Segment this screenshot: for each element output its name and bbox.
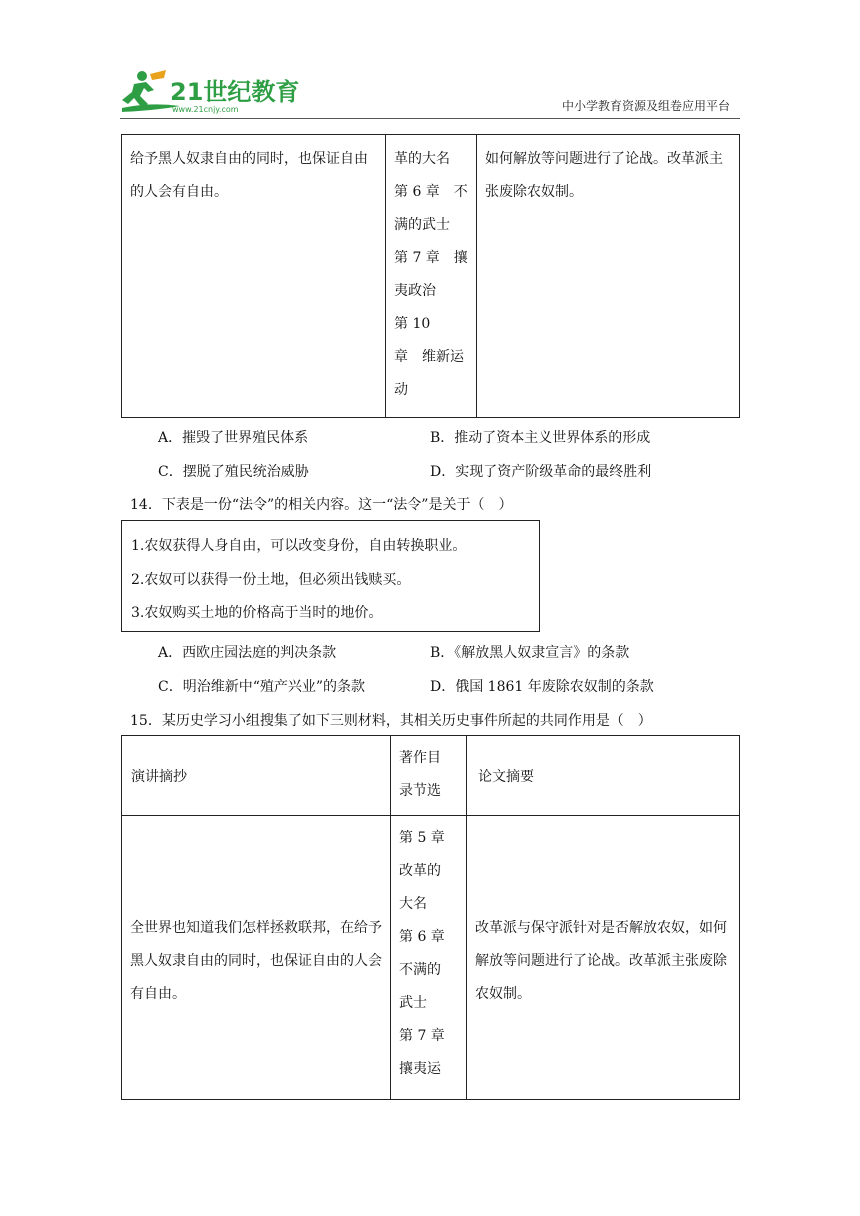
contents-line: 满的武士 — [394, 217, 450, 233]
contents-line: 章 维新运 — [394, 349, 464, 365]
contents-line: 第 7 章 攘 — [394, 250, 468, 266]
q13-contents-list — [386, 135, 476, 407]
q15-speech-text: 全世界也知道我们怎样拯救联邦，在给予黑人奴隶自由的同时，也保证自由的人会有自由。 — [130, 920, 382, 1002]
contents-line: 攘夷运 — [399, 1061, 441, 1077]
contents-line: 动 — [394, 382, 408, 398]
q14-option-b[interactable]: B．《解放黑人奴隶宣言》的条款 — [430, 645, 630, 661]
site-logo — [120, 68, 300, 118]
q15-header-abstract-text: 论文摘要 — [478, 768, 534, 785]
contents-line: 第 5 章 — [399, 830, 445, 846]
q13-speech-text: 给予黑人奴隶自由的同时，也保证自由的人会有自由。 — [130, 151, 368, 200]
q14-option-a[interactable]: A．西欧庄园法庭的判决条款 — [158, 645, 337, 661]
q13-option-a[interactable]: A．摧毁了世界殖民体系 — [158, 430, 309, 446]
contents-line: 不满的 — [399, 962, 441, 978]
q15-contents-list — [391, 816, 466, 1086]
contents-line: 革的大名 — [394, 151, 450, 167]
contents-line: 夷政治 — [394, 283, 436, 299]
platform-name: 中小学教育资源及组卷应用平台 — [561, 99, 730, 113]
q15-stem: 15．某历史学习小组搜集了如下三则材料，其相关历史事件所起的共同作用是（ ） — [130, 713, 652, 729]
q14-item: 3.农奴购买土地的价格高于当时的地价。 — [131, 605, 383, 621]
q13-option-c[interactable]: C．摆脱了殖民统治威胁 — [158, 464, 309, 480]
q14-decree-box — [121, 520, 540, 632]
q15-abstract-cell — [467, 816, 740, 1100]
q13-abstract-text: 如何解放等问题进行了论战。改革派主张废除农奴制。 — [485, 151, 723, 200]
q14-item: 1.农奴获得人身自由，可以改变身份，自由转换职业。 — [131, 538, 467, 554]
q15-header-abstract — [467, 736, 740, 816]
q13-speech-cell — [122, 135, 386, 418]
runner-logo-icon — [120, 68, 300, 118]
contents-line: 第 10 — [394, 316, 431, 332]
q15-abstract-text: 改革派与保守派针对是否解放农奴，如何解放等问题进行了论战。改革派主张废除农奴制。 — [475, 920, 727, 1002]
q14-option-d[interactable]: D．俄国 1861 年废除农奴制的条款 — [430, 679, 654, 695]
contents-line: 武士 — [399, 995, 427, 1011]
q13-abstract-cell — [477, 135, 740, 418]
contents-line: 第 7 章 — [399, 1028, 445, 1044]
contents-line: 改革的 — [399, 863, 441, 879]
header-line: 著作目 — [399, 750, 441, 766]
q15-speech-cell — [122, 816, 391, 1100]
header-divider — [120, 118, 740, 119]
q15-header-speech — [122, 736, 391, 816]
contents-line: 大名 — [399, 896, 427, 912]
q13-option-d[interactable]: D．实现了资产阶级革命的最终胜利 — [430, 464, 652, 480]
q15-header-speech-text: 演讲摘抄 — [131, 768, 187, 785]
contents-line: 第 6 章 — [399, 929, 445, 945]
logo-text: 21世纪教育 — [170, 78, 300, 106]
q14-stem: 14．下表是一份“法令”的相关内容。这一“法令”是关于（ ） — [130, 497, 513, 513]
q15-header-contents-lines — [391, 736, 466, 808]
q13-option-b[interactable]: B．推动了资本主义世界体系的形成 — [430, 430, 651, 446]
q13-material-table — [121, 134, 740, 418]
q13-contents-cell — [386, 135, 477, 418]
logo-url-text: www.21cnjy.com — [172, 105, 239, 114]
header-line: 录节选 — [399, 783, 441, 799]
q14-option-c[interactable]: C．明治维新中“殖产兴业”的条款 — [158, 679, 366, 695]
q15-header-contents — [391, 736, 467, 816]
q15-material-table — [121, 735, 740, 1100]
q14-item: 2.农奴可以获得一份土地，但必须出钱赎买。 — [131, 572, 411, 588]
q15-contents-cell — [391, 816, 467, 1100]
contents-line: 第 6 章 不 — [394, 184, 468, 200]
